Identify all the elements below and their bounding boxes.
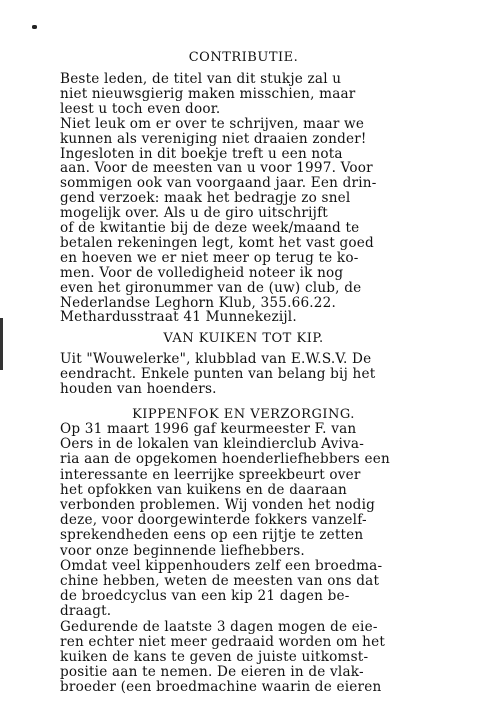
section-title-contributie: CONTRIBUTIE. — [188, 50, 299, 65]
text-line: sommigen ook van voorgaand jaar. Een drin- — [60, 175, 377, 192]
text-line: Gedurende de laatste 3 dagen mogen de eie- — [60, 618, 378, 635]
text-line: Uit "Wouwelerke", klubblad van E.W.S.V. De — [60, 351, 372, 367]
text-line: of de kwitantie bij de deze week/maand te — [60, 220, 360, 236]
text-line: Nederlandse Leghorn Klub, 355.66.22. — [60, 294, 337, 311]
text-line: niet nieuwsgierig maken misschien, maar — [60, 85, 356, 102]
text-line: kunnen als vereniging niet draaien zonder! — [60, 130, 367, 147]
text-line: mogelijk over. Als u de giro uitschrijft — [60, 205, 328, 222]
text-line: chine hebben, weten de meesten van ons dat — [60, 573, 380, 589]
text-line: verbonden problemen. Wij vonden het nodig — [60, 497, 376, 513]
text-line: Ingesloten in dit boekje treft u een nota — [60, 145, 343, 162]
text-line: aan. Voor de meesten van u voor 1997. Voor — [60, 160, 373, 177]
text-line: draagt. — [60, 603, 112, 620]
text-line: Niet leuk om er over te schrijven, maar we — [60, 115, 365, 132]
text-line: positie aan te nemen. De eieren in de vlak- — [60, 664, 364, 681]
text-line: leest u toch even door. — [60, 100, 221, 117]
text-line: betalen rekeningen legt, komt het vast goed — [60, 234, 374, 251]
ink-blot-mark — [32, 25, 37, 29]
text-line: en hoeven we er niet meer op terug te ko- — [60, 249, 359, 266]
text-line: ria aan de opgekomen hoenderliefhebbers een — [60, 451, 390, 468]
text-line: deze, voor doorgewinterde fokkers vanzelf- — [60, 512, 367, 529]
text-line: broeder (een broedmachine waarin de eieren — [60, 679, 382, 696]
text-line: even het gironummer van de (uw) club, de — [60, 279, 362, 296]
text-line: men. Voor de volledigheid noteer ik nog — [60, 264, 344, 281]
text-line: voor onze beginnende liefhebbers. — [60, 542, 305, 559]
text-line: sprekendheden eens op een rijtje te zetten — [60, 527, 364, 544]
section-title-kippenfok: KIPPENFOK EN VERZORGING. — [132, 407, 355, 422]
text-line: Oers in de lokalen van kleindierclub Avivа- — [60, 436, 365, 453]
text-line: Methardusstraat 41 Munnekezijl. — [60, 309, 297, 326]
text-line: interessante en leerrijke spreekbeurt over — [60, 466, 361, 483]
text-line: gend verzoek: maak het bedragje zo snel — [60, 190, 351, 207]
text-line: ren echter niet meer gedraaid worden om het — [60, 633, 386, 650]
text-line: Omdat veel kippenhouders zelf een broedma- — [60, 557, 383, 574]
text-line: het opfokken van kuikens en de daaraan — [60, 481, 347, 498]
text-line: Beste leden, de titel van dit stukje zal u — [60, 71, 342, 87]
text-line: de broedcyclus van een kip 21 dagen be- — [60, 588, 350, 605]
text-line: eendracht. Enkele punten van belang bij het — [60, 366, 376, 383]
text-line: kuiken de kans te geven de juiste uitkomst- — [60, 649, 369, 665]
text-line: houden van hoenders. — [60, 381, 217, 398]
section-title-van-kuiken-tot-kip: VAN KUIKEN TOT KIP. — [163, 331, 324, 346]
text-line: Op 31 maart 1996 gaf keurmeester F. van — [60, 421, 357, 437]
